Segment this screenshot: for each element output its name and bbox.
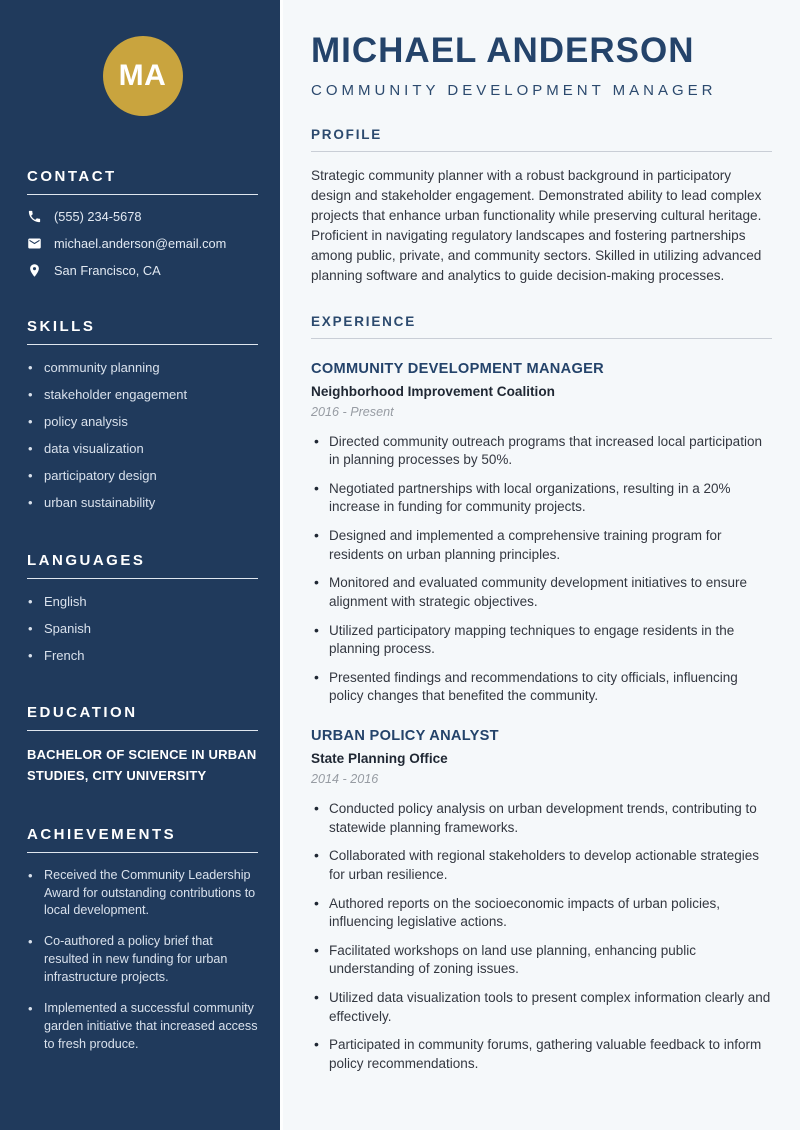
job-bullet: • Conducted policy analysis on urban development trends, contributing to statewide planning frameworks. <box>311 800 772 837</box>
contact-location-text: San Francisco, CA <box>54 263 161 278</box>
email-icon <box>27 236 42 251</box>
candidate-name: MICHAEL ANDERSON <box>311 31 695 70</box>
achievements-list <box>27 867 258 1054</box>
language-item: • French <box>27 647 258 665</box>
contact-phone-text: (555) 234-5678 <box>54 209 142 224</box>
job-title: URBAN POLICY ANALYST <box>311 728 499 745</box>
contact-list <box>27 209 258 278</box>
skill-item: • stakeholder engagement <box>27 386 258 404</box>
avatar-wrap <box>27 36 258 116</box>
job-bullet: • Collaborated with regional stakeholders to develop actionable strategies for urban resilience. <box>311 847 772 884</box>
contact-item-email <box>27 236 258 251</box>
job-bullet-list <box>311 800 772 1074</box>
main-content <box>280 0 800 1130</box>
achievements-section <box>27 826 258 1054</box>
job-bullet: • Authored reports on the socioeconomic impacts of urban policies, influencing legislative actions. <box>311 895 772 932</box>
location-icon <box>27 263 42 278</box>
job-bullet: • Utilized participatory mapping techniques to engage residents in the planning process. <box>311 622 772 659</box>
languages-section <box>27 552 258 665</box>
languages-list <box>27 593 258 665</box>
achievements-heading: ACHIEVEMENTS <box>27 826 258 853</box>
contact-heading: CONTACT <box>27 168 258 195</box>
skills-heading: SKILLS <box>27 318 258 345</box>
job-bullet-list <box>311 433 772 707</box>
skill-item: • policy analysis <box>27 413 258 431</box>
language-item: • English <box>27 593 258 611</box>
achievement-item: • Received the Community Leadership Award for outstanding contributions to local development. <box>27 867 258 921</box>
contact-email-text: michael.anderson@email.com <box>54 236 227 251</box>
skill-item: • data visualization <box>27 440 258 458</box>
skill-item: • urban sustainability <box>27 494 258 512</box>
avatar-monogram: MA <box>118 59 167 92</box>
job-bullet: • Monitored and evaluated community development initiatives to ensure alignment with strategic objectives. <box>311 574 772 611</box>
job-bullet: • Presented findings and recommendations to city officials, influencing policy changes that benefited the community. <box>311 669 772 706</box>
job-bullet: • Utilized data visualization tools to present complex information clearly and effectively. <box>311 989 772 1026</box>
job-company: Neighborhood Improvement Coalition <box>311 383 555 399</box>
avatar <box>103 36 183 116</box>
job-dates: 2016 - Present <box>311 404 394 419</box>
language-item: • Spanish <box>27 620 258 638</box>
achievement-item: • Co-authored a policy brief that resulted in new funding for urban infrastructure projects. <box>27 933 258 987</box>
job-dates: 2014 - 2016 <box>311 772 379 787</box>
skill-item: • community planning <box>27 359 258 377</box>
achievement-item: • Implemented a successful community garden initiative that increased access to fresh produce. <box>27 1000 258 1054</box>
skills-list <box>27 359 258 512</box>
profile-section <box>311 127 772 286</box>
job-entry <box>311 361 772 707</box>
education-section <box>27 704 258 785</box>
experience-section <box>311 314 772 1074</box>
job-bullet: • Participated in community forums, gathering valuable feedback to inform policy recommendations. <box>311 1036 772 1073</box>
languages-heading: LANGUAGES <box>27 552 258 579</box>
education-degree: BACHELOR OF SCIENCE IN URBAN STUDIES, CITY UNIVERSITY <box>27 747 257 783</box>
job-bullet: • Directed community outreach programs that increased local participation in planning processes by 50%. <box>311 433 772 470</box>
contact-item-phone <box>27 209 258 224</box>
contact-item-location <box>27 263 258 278</box>
job-bullet: • Facilitated workshops on land use planning, enhancing public understanding of zoning issues. <box>311 942 772 979</box>
education-heading: EDUCATION <box>27 704 258 731</box>
phone-icon <box>27 209 42 224</box>
candidate-title: COMMUNITY DEVELOPMENT MANAGER <box>311 81 717 99</box>
profile-heading: PROFILE <box>311 127 772 152</box>
job-bullet: • Negotiated partnerships with local organizations, resulting in a 20% increase in funding for community projects. <box>311 480 772 517</box>
sidebar <box>0 0 280 1130</box>
profile-text: Strategic community planner with a robust background in participatory design and stakeholder engagement. Demonstrated ability to lead complex projects that enhance urban functionality while preserving cultural heritage. Proficient in navigating regulatory landscapes and fostering partnerships among public, private, and community sectors. Skilled in utilizing advanced planning software and analytics to guide decision-making processes. <box>311 167 762 283</box>
job-entry <box>311 728 772 1074</box>
job-company: State Planning Office <box>311 751 448 767</box>
contact-section <box>27 168 258 278</box>
job-title: COMMUNITY DEVELOPMENT MANAGER <box>311 360 605 377</box>
skill-item: • participatory design <box>27 467 258 485</box>
experience-heading: EXPERIENCE <box>311 314 772 339</box>
skills-section <box>27 318 258 512</box>
job-bullet: • Designed and implemented a comprehensive training program for residents on urban planning principles. <box>311 527 772 564</box>
